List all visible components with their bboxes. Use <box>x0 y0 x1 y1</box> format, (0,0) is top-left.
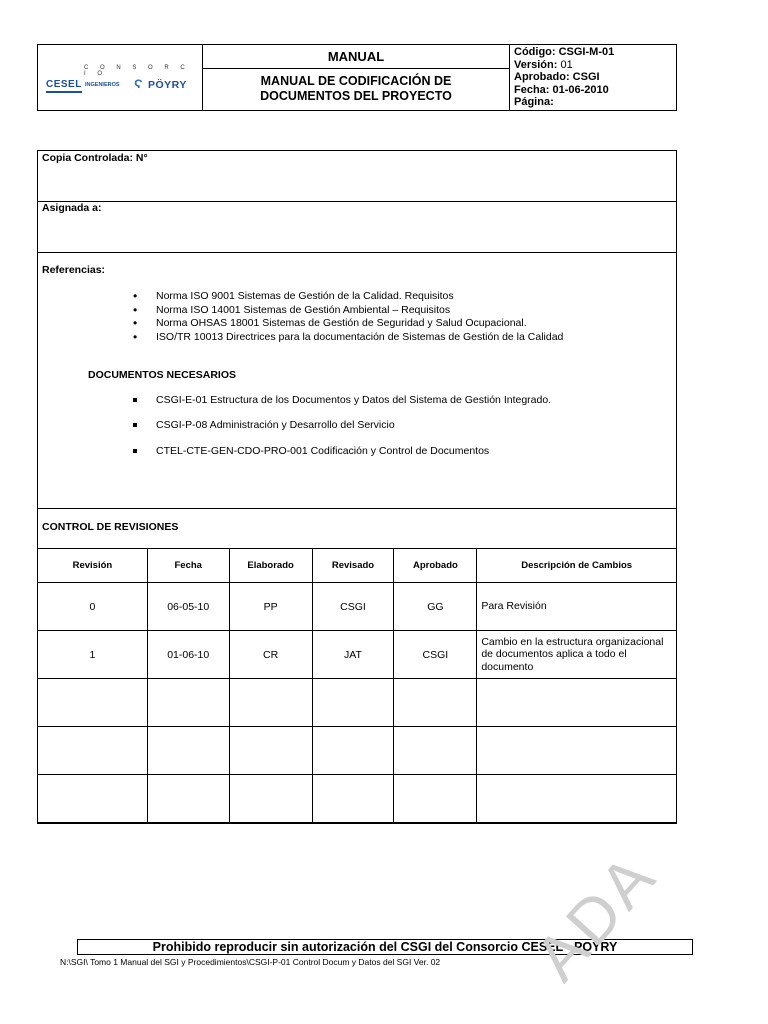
poyry-logo-icon: Ϛ <box>134 77 143 91</box>
table-cell <box>38 679 148 727</box>
column-header: Descripción de Cambios <box>477 549 677 583</box>
watermark: ADA <box>520 838 671 994</box>
table-cell: PP <box>229 583 312 631</box>
list-item: • Norma OHSAS 18001 Sistemas de Gestión de Seguridad y Salud Ocupacional. <box>133 317 563 331</box>
column-header: Fecha <box>147 549 229 583</box>
list-item: • Norma ISO 9001 Sistemas de Gestión de la Calidad. Requisitos <box>133 290 563 304</box>
divider <box>38 508 676 509</box>
logo-cesel-text: CESEL <box>46 79 82 90</box>
table-cell: GG <box>394 583 477 631</box>
footer-file-path: N:\SGI\ Tomo 1 Manual del SGI y Procedimientos\CSGI-P-01 Control Docum y Datos del SGI Ver. 02 <box>60 957 441 967</box>
table-cell: 06-05-10 <box>147 583 229 631</box>
table-row <box>38 727 677 775</box>
company-logo <box>38 45 203 111</box>
table-cell <box>312 679 394 727</box>
table-cell: Cambio en la estructura organizacional de documentos aplica a todo el documento <box>477 631 677 679</box>
meta-pagina: Página: <box>514 96 554 108</box>
table-cell: CR <box>229 631 312 679</box>
square-bullet-icon <box>133 398 137 402</box>
square-bullet-icon <box>133 423 137 427</box>
logo-poyry-text: PÖYRY <box>148 79 187 91</box>
header-title: MANUAL <box>203 45 510 69</box>
table-cell <box>394 727 477 775</box>
documento-text: CSGI-E-01 Estructura de los Documentos y Datos del Sistema de Gestión Integrado. <box>156 394 552 406</box>
table-cell: 0 <box>38 583 148 631</box>
meta-codigo: Código: CSGI-M-01 <box>514 46 615 58</box>
documentos-necesarios-heading: DOCUMENTOS NECESARIOS <box>88 369 236 381</box>
meta-version-value: 01 <box>560 58 573 71</box>
table-cell <box>477 679 677 727</box>
table-cell: 01-06-10 <box>147 631 229 679</box>
document-meta <box>510 45 677 111</box>
table-cell: CSGI <box>312 583 394 631</box>
header-subtitle-line1: MANUAL DE CODIFICACIÓN DE <box>260 74 452 89</box>
table-cell: 1 <box>38 631 148 679</box>
table-cell <box>312 727 394 775</box>
column-header: Revisado <box>312 549 394 583</box>
table-cell <box>312 775 394 823</box>
footer-notice: Prohibido reproducir sin autorización del CSGI del Consorcio CESEL - POYRY <box>77 939 693 955</box>
table-cell <box>38 775 148 823</box>
list-item: • ISO/TR 10013 Directrices para la documentación de Sistemas de Gestión de la Calidad <box>133 331 563 345</box>
list-item <box>133 394 551 406</box>
table-cell <box>394 775 477 823</box>
table-cell <box>38 727 148 775</box>
logo-underline <box>46 91 82 93</box>
square-bullet-icon <box>133 449 137 453</box>
table-cell <box>477 727 677 775</box>
documento-text: CTEL-CTE-GEN-CDO-PRO-001 Codificación y Control de Documentos <box>156 445 490 457</box>
table-row <box>38 631 677 679</box>
table-cell <box>147 679 229 727</box>
table-header-row <box>38 549 677 583</box>
documento-text: CSGI-P-08 Administración y Desarrollo del Servicio <box>156 419 395 431</box>
referencias-list <box>133 290 563 344</box>
referencias-label: Referencias: <box>42 264 106 276</box>
meta-version-label: Versión: <box>514 58 558 71</box>
table-row <box>38 583 677 631</box>
logo-ingenieros-text: INGENIEROS <box>85 82 120 88</box>
meta-fecha: Fecha: 01-06-2010 <box>514 83 609 96</box>
table-cell <box>477 775 677 823</box>
header-subtitle-line2: DOCUMENTOS DEL PROYECTO <box>260 89 452 104</box>
table-cell <box>229 775 312 823</box>
divider <box>38 252 676 253</box>
table-cell: Para Revisión <box>477 583 677 631</box>
table-cell <box>394 679 477 727</box>
list-item <box>133 419 395 431</box>
table-cell <box>147 775 229 823</box>
meta-version <box>514 59 672 72</box>
column-header: Elaborado <box>229 549 312 583</box>
asignada-label: Asignada a: <box>42 202 102 214</box>
header-subtitle <box>203 69 510 111</box>
copia-controlada-label: Copia Controlada: N° <box>42 152 148 164</box>
meta-aprobado: Aprobado: CSGI <box>514 71 600 83</box>
table-cell <box>147 727 229 775</box>
column-header: Revisión <box>38 549 148 583</box>
revisions-table <box>37 548 677 823</box>
divider <box>38 201 676 202</box>
table-row <box>38 679 677 727</box>
control-revisiones-heading: CONTROL DE REVISIONES <box>42 521 179 533</box>
logo-consorcio-text: C O N S O R C I O <box>84 65 190 77</box>
list-item: • Norma ISO 14001 Sistemas de Gestión Ambiental – Requisitos <box>133 304 563 318</box>
table-cell: JAT <box>312 631 394 679</box>
table-cell: CSGI <box>394 631 477 679</box>
main-form-box <box>37 150 677 824</box>
table-cell <box>229 679 312 727</box>
column-header: Aprobado <box>394 549 477 583</box>
list-item <box>133 445 489 457</box>
table-row <box>38 775 677 823</box>
table-cell <box>229 727 312 775</box>
document-header <box>37 44 677 111</box>
